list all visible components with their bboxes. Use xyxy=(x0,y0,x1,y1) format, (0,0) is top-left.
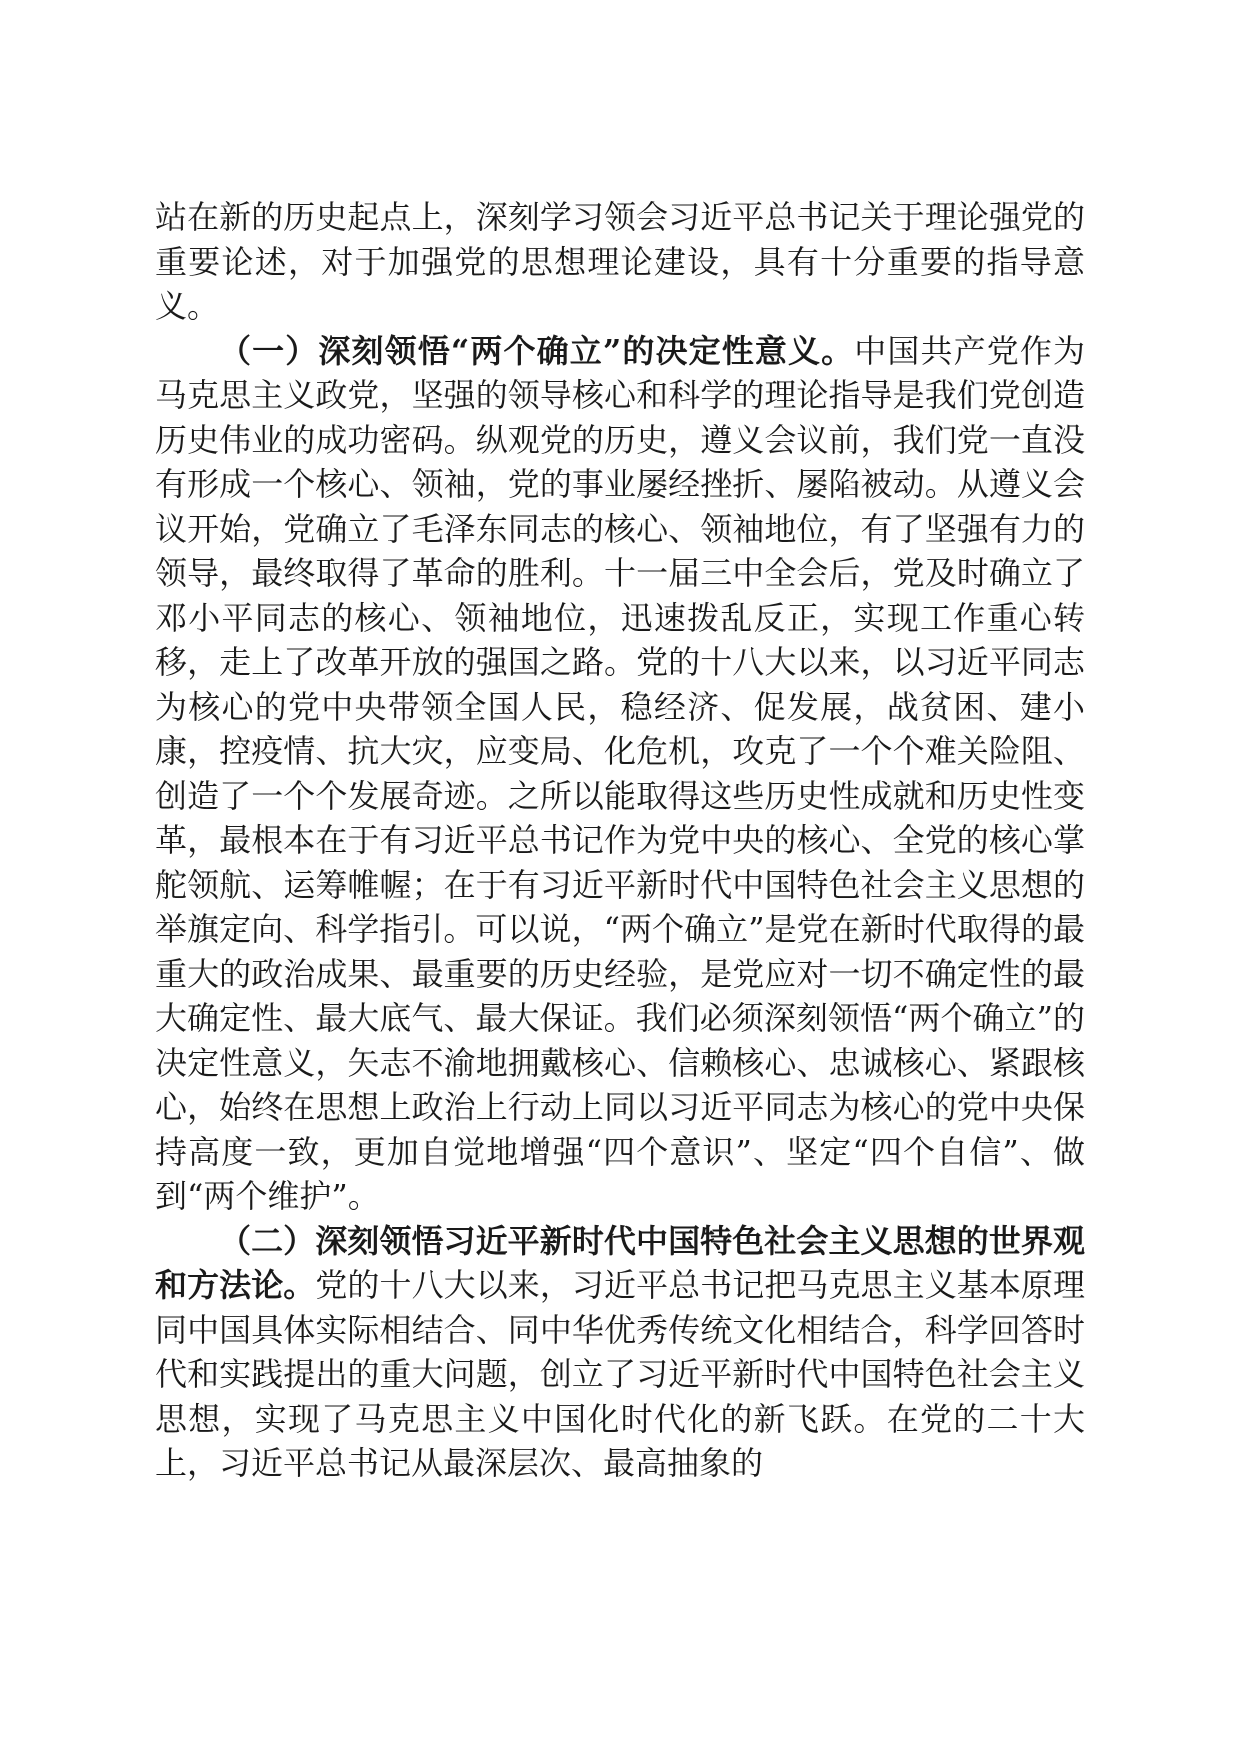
paragraph-section-one xyxy=(155,329,1085,1219)
section-two-heading: （二）深刻领悟习近平新时代中国特色社会主义思想的世界观和方法论。 xyxy=(155,1221,1085,1304)
paragraph-intro-continuation xyxy=(155,195,1085,329)
section-two-text: 党的十八大以来，习近平总书记把马克思主义基本原理同中国具体实际相结合、同中华优秀传统文化相结合，科学回答时代和实践提出的重大问题，创立了习近平新时代中国特色社会主义思想，实现了马克思主义中国化时代化的新飞跃。在党的二十大上，习近平总书记从最深层次、最高抽象的 xyxy=(155,1266,1085,1482)
document-body xyxy=(155,195,1085,1486)
section-one-text: 中国共产党作为马克思主义政党，坚强的领导核心和科学的理论指导是我们党创造历史伟业的成功密码。纵观党的历史，遵义会议前，我们党一直没有形成一个核心、领袖，党的事业屡经挫折、屡陷被动。从遵义会议开始，党确立了毛泽东同志的核心、领袖地位，有了坚强有力的领导，最终取得了革命的胜利。十一届三中全会后，党及时确立了邓小平同志的核心、领袖地位，迅速拨乱反正，实现工作重心转移，走上了改革开放的强国之路。党的十八大以来，以习近平同志为核心的党中央带领全国人民，稳经济、促发展，战贫困、建小康，控疫情、抗大灾，应变局、化危机，攻克了一个个难关险阻、创造了一个个发展奇迹。之所以能取得这些历史性成就和历史性变革，最根本在于有习近平总书记作为党中央的核心、全党的核心掌舵领航、运筹帷幄；在于有习近平新时代中国特色社会主义思想的举旗定向、科学指引。可以说，“两个确立”是党在新时代取得的最重大的政治成果、最重要的历史经验，是党应对一切不确定性的最大确定性、最大底气、最大保证。我们必须深刻领悟“两个确立”的决定性意义，矢志不渝地拥戴核心、信赖核心、忠诚核心、紧跟核心，始终在思想上政治上行动上同以习近平同志为核心的党中央保持高度一致，更加自觉地增强“四个意识”、坚定“四个自信”、做到“两个维护”。 xyxy=(155,331,1085,1215)
paragraph-text: 站在新的历史起点上，深刻学习领会习近平总书记关于理论强党的重要论述，对于加强党的思想理论建设，具有十分重要的指导意义。 xyxy=(155,198,1085,325)
paragraph-section-two xyxy=(155,1219,1085,1486)
section-one-heading: （一）深刻领悟“两个确立”的决定性意义。 xyxy=(219,331,855,370)
